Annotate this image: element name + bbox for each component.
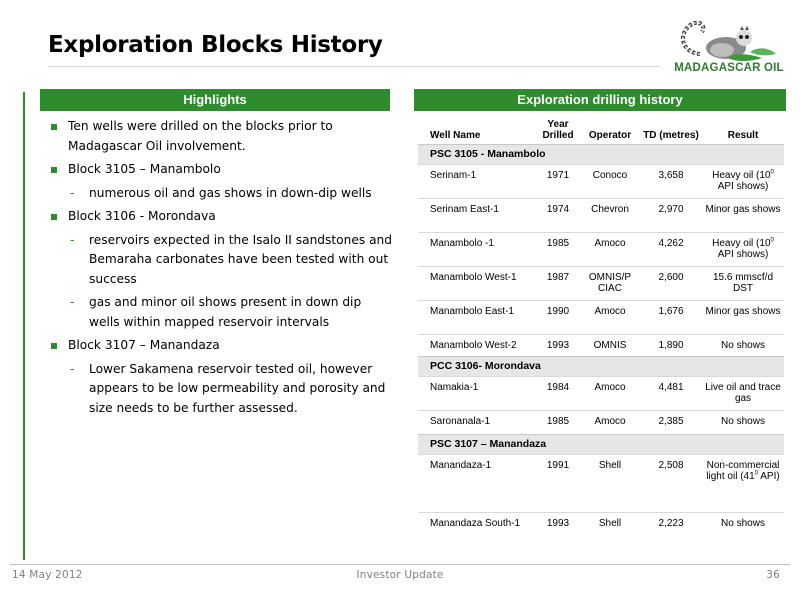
result-cell: No shows — [702, 410, 784, 434]
td-cell: 2,508 — [640, 454, 702, 512]
result-cell: Minor gas shows — [702, 198, 784, 232]
table-row — [418, 164, 784, 198]
table-row — [418, 266, 784, 300]
column-header-td: TD (metres) — [643, 129, 699, 141]
list-item: Block 3105 – Manambolo — [48, 160, 393, 180]
result-cell: Heavy oil ($10^0$ API shows) — [702, 232, 784, 266]
list-item: Block 3107 – Manandaza — [48, 336, 393, 356]
list-item: - gas and minor oil shows present in down dip wells within mapped reservoir intervals — [48, 293, 393, 332]
table-row — [418, 454, 784, 512]
highlights-list — [48, 117, 393, 422]
td-cell: 2,600 — [640, 266, 702, 300]
td-cell: 1,676 — [640, 300, 702, 334]
footer-date: 14 May 2012 — [12, 569, 83, 581]
page-number: 36 — [766, 569, 780, 581]
section-label: PSC 3105 - Manambolo — [418, 144, 580, 164]
list-item: Block 3106 - Morondava — [48, 207, 393, 227]
well-name-cell: Manandaza South-1 — [418, 512, 536, 534]
table-row — [418, 232, 784, 266]
column-header-operator: Operator — [588, 129, 632, 141]
well-name-cell: Manambolo -1 — [418, 232, 536, 266]
result-cell: Heavy oil ($10^0$ API shows) — [702, 164, 784, 198]
operator-cell: Amoco — [580, 300, 640, 334]
operator-cell: Amoco — [580, 376, 640, 410]
well-name-cell: Manandaza-1 — [418, 454, 536, 512]
footer-divider — [10, 564, 790, 565]
table-header-row — [418, 118, 784, 144]
result-cell: No shows — [702, 512, 784, 534]
td-cell: 3,658 — [640, 164, 702, 198]
well-name-cell: Manambolo West-2 — [418, 334, 536, 356]
table-row — [418, 512, 784, 534]
year-cell: 1971 — [536, 164, 580, 198]
year-cell: 1985 — [536, 410, 580, 434]
result-cell: No shows — [702, 334, 784, 356]
operator-cell: Amoco — [580, 232, 640, 266]
year-cell: 1985 — [536, 232, 580, 266]
result-cell: Live oil and trace gas — [702, 376, 784, 410]
list-item: - Lower Sakamena reservoir tested oil, however appears to be low permeability and porosity and size needs to be further assessed. — [48, 360, 393, 419]
operator-cell: Shell — [580, 512, 640, 534]
table-row — [418, 410, 784, 434]
table-row — [418, 198, 784, 232]
td-cell: 4,262 — [640, 232, 702, 266]
footer-title: Investor Update — [356, 569, 444, 581]
drilling-history-table — [418, 118, 784, 534]
column-header-year-drilled: Year Drilled — [542, 118, 574, 141]
table-row — [418, 376, 784, 410]
operator-cell: OMNIS/P CIAC — [580, 266, 640, 300]
td-cell: 1,890 — [640, 334, 702, 356]
title-divider — [48, 66, 660, 67]
year-cell: 1993 — [536, 334, 580, 356]
well-name-cell: Serinam-1 — [418, 164, 536, 198]
operator-cell: Amoco — [580, 410, 640, 434]
operator-cell: Chevron — [580, 198, 640, 232]
result-cell: 15.6 mmscf/d DST — [702, 266, 784, 300]
section-row — [418, 356, 784, 376]
table-row — [418, 334, 784, 356]
table-row — [418, 300, 784, 334]
td-cell: 2,223 — [640, 512, 702, 534]
year-cell: 1984 — [536, 376, 580, 410]
year-cell: 1991 — [536, 454, 580, 512]
lemur-logo-icon — [670, 14, 788, 64]
well-name-cell: Saronanala-1 — [418, 410, 536, 434]
section-label: PSC 3107 – Manandaza — [418, 434, 580, 454]
year-cell: 1990 — [536, 300, 580, 334]
operator-cell: Conoco — [580, 164, 640, 198]
year-cell: 1974 — [536, 198, 580, 232]
page-title: Exploration Blocks History — [48, 32, 383, 58]
highlights-header: Highlights — [40, 89, 390, 111]
operator-cell: OMNIS — [580, 334, 640, 356]
well-name-cell: Namakia-1 — [418, 376, 536, 410]
section-label: PCC 3106- Morondava — [418, 356, 580, 376]
section-row — [418, 434, 784, 454]
column-header-well-name: Well Name — [430, 129, 481, 141]
operator-cell: Shell — [580, 454, 640, 512]
well-name-cell: Manambolo West-1 — [418, 266, 536, 300]
list-item: - numerous oil and gas shows in down-dip wells — [48, 184, 393, 204]
company-logo — [670, 14, 788, 76]
year-cell: 1993 — [536, 512, 580, 534]
column-header-result: Result — [727, 129, 759, 141]
result-cell: Minor gas shows — [702, 300, 784, 334]
result-cell: Non-commercial light oil ($41^0$ API) — [702, 454, 784, 512]
well-name-cell: Serinam East-1 — [418, 198, 536, 232]
section-row — [418, 144, 784, 164]
logo-wordmark: MADAGASCAR OIL — [674, 62, 784, 74]
td-cell: 4,481 — [640, 376, 702, 410]
td-cell: 2,385 — [640, 410, 702, 434]
drilling-history-header: Exploration drilling history — [414, 89, 786, 111]
year-cell: 1987 — [536, 266, 580, 300]
well-name-cell: Manambolo East-1 — [418, 300, 536, 334]
list-item: - reservoirs expected in the Isalo II sandstones and Bemaraha carbonates have been tested with out success — [48, 231, 393, 290]
left-accent-bar — [23, 92, 25, 560]
td-cell: 2,970 — [640, 198, 702, 232]
list-item: Ten wells were drilled on the blocks prior to Madagascar Oil involvement. — [48, 117, 393, 156]
